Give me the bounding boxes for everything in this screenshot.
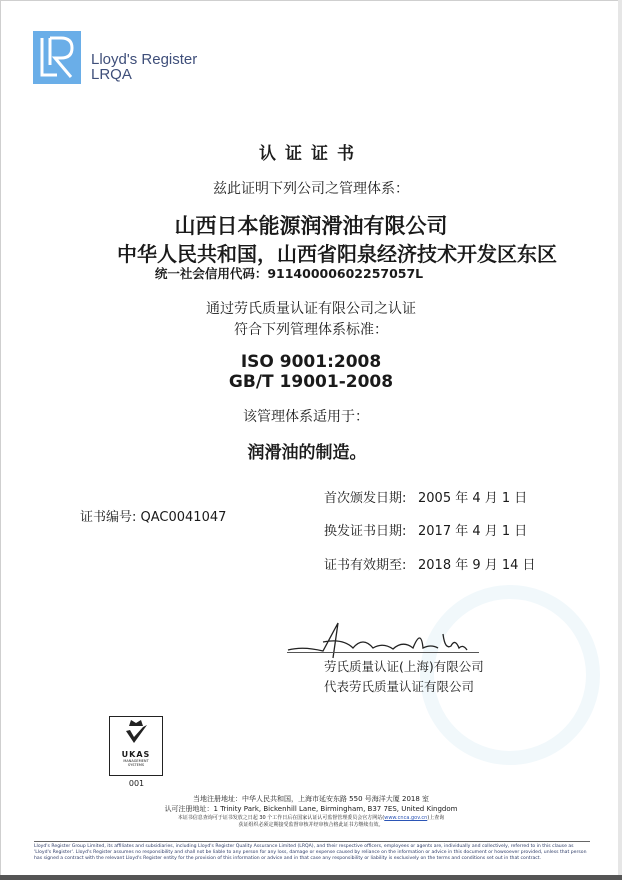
- approval-line-2: 符合下列管理体系标准：: [234, 322, 388, 338]
- page-edge: [618, 0, 622, 880]
- ukas-sub-1: MANAGEMENT: [123, 759, 149, 763]
- signature-line: [287, 652, 479, 653]
- date-label: 证书有效期至:: [324, 558, 407, 573]
- scope-text: 润滑油的制造。: [247, 443, 367, 463]
- logo-line-1: Lloyd's Register: [91, 51, 198, 68]
- standard-gbt: GB/T 19001-2008: [228, 372, 394, 392]
- logo-wordmark: [91, 52, 197, 82]
- ukas-name: UKAS: [121, 750, 151, 759]
- date-row-first-issue: [324, 487, 527, 506]
- date-value: 2005 年 4 月 1 日: [418, 491, 528, 506]
- local-address: 当地注册地址：中华人民共和国，上海市延安东路 550 号海洋大厦 2018 室: [192, 795, 430, 803]
- registered-address: 认可注册地址：1 Trinity Park, Bickenhill Lane, Birmingham, B37 7ES, United Kingdom: [164, 805, 458, 813]
- date-label: 换发证书日期:: [324, 524, 407, 539]
- crown-tick-icon: [121, 717, 151, 747]
- signer-line-2: 代表劳氏质量认证有限公司: [324, 679, 475, 694]
- approval-line-1: 通过劳氏质量认证有限公司之认证: [206, 301, 416, 317]
- lr-logo-icon: [33, 31, 81, 84]
- company-name: 山西日本能源润滑油有限公司: [174, 214, 448, 238]
- certificate-number: 证书编号: QAC0041047: [80, 510, 227, 525]
- standard-iso: ISO 9001:2008: [240, 352, 382, 372]
- intro-text: 兹此证明下列公司之管理体系：: [213, 181, 409, 197]
- cnca-link[interactable]: www.cnca.gov.cn: [384, 815, 428, 821]
- notice-line-2: 获证组织必须定期接受监督审核并经审核合格此证书方继续有效。: [238, 822, 384, 828]
- company-address: 中华人民共和国，山西省阳泉经济技术开发区东区: [117, 242, 557, 266]
- certificate-title: 认证证书: [259, 144, 363, 164]
- ukas-number: 001: [128, 779, 145, 788]
- notice-text-end: )上查询: [427, 815, 445, 821]
- legal-disclaimer: Lloyd's Register Group Limited, its affiliates and subsidiaries, including Lloyd's Register Quality Assurance Limited (LRQA), and their respective officers, employees or agents are, individually and collectively, referred to in this clause as 'Lloyd's Register'. Lloyd's Register assumes no responsibility and shall not be liable to any person for any loss, damage or expense caused by reliance on the information or advice in this document or howsoever provided, unless that person has signed a contract with the relevant Lloyd's Register entity for the provision of this information or advice and in that case any responsibility or liability is exclusively on the terms and conditions set out in that contract.: [34, 844, 587, 861]
- lloyds-register-logo: [33, 31, 197, 84]
- date-row-expiry: [324, 554, 536, 573]
- date-label: 首次颁发日期:: [324, 491, 407, 506]
- notice-line-1: [0, 815, 622, 822]
- notice-text: 本证书信息查询可于证书发放之日起 30 个工作日后在国家认证认可监督管理委员会官方网站(: [177, 815, 385, 821]
- page-bottom-edge: [0, 875, 622, 880]
- date-value: 2017 年 4 月 1 日: [418, 524, 528, 539]
- applies-label: 该管理体系适用于：: [243, 409, 369, 425]
- signer-line-1: 劳氏质量认证(上海)有限公司: [324, 659, 484, 674]
- date-row-reissue: [324, 520, 527, 539]
- logo-line-2: LRQA: [91, 66, 132, 83]
- watermark-emblem-icon: [420, 585, 600, 765]
- date-value: 2018 年 9 月 14 日: [418, 558, 536, 573]
- credit-code: 统一社会信用代码：91140000602257057L: [154, 266, 424, 281]
- ukas-sub-2: SYSTEMS: [127, 763, 145, 767]
- ukas-mark: [109, 716, 163, 776]
- divider: [34, 841, 590, 842]
